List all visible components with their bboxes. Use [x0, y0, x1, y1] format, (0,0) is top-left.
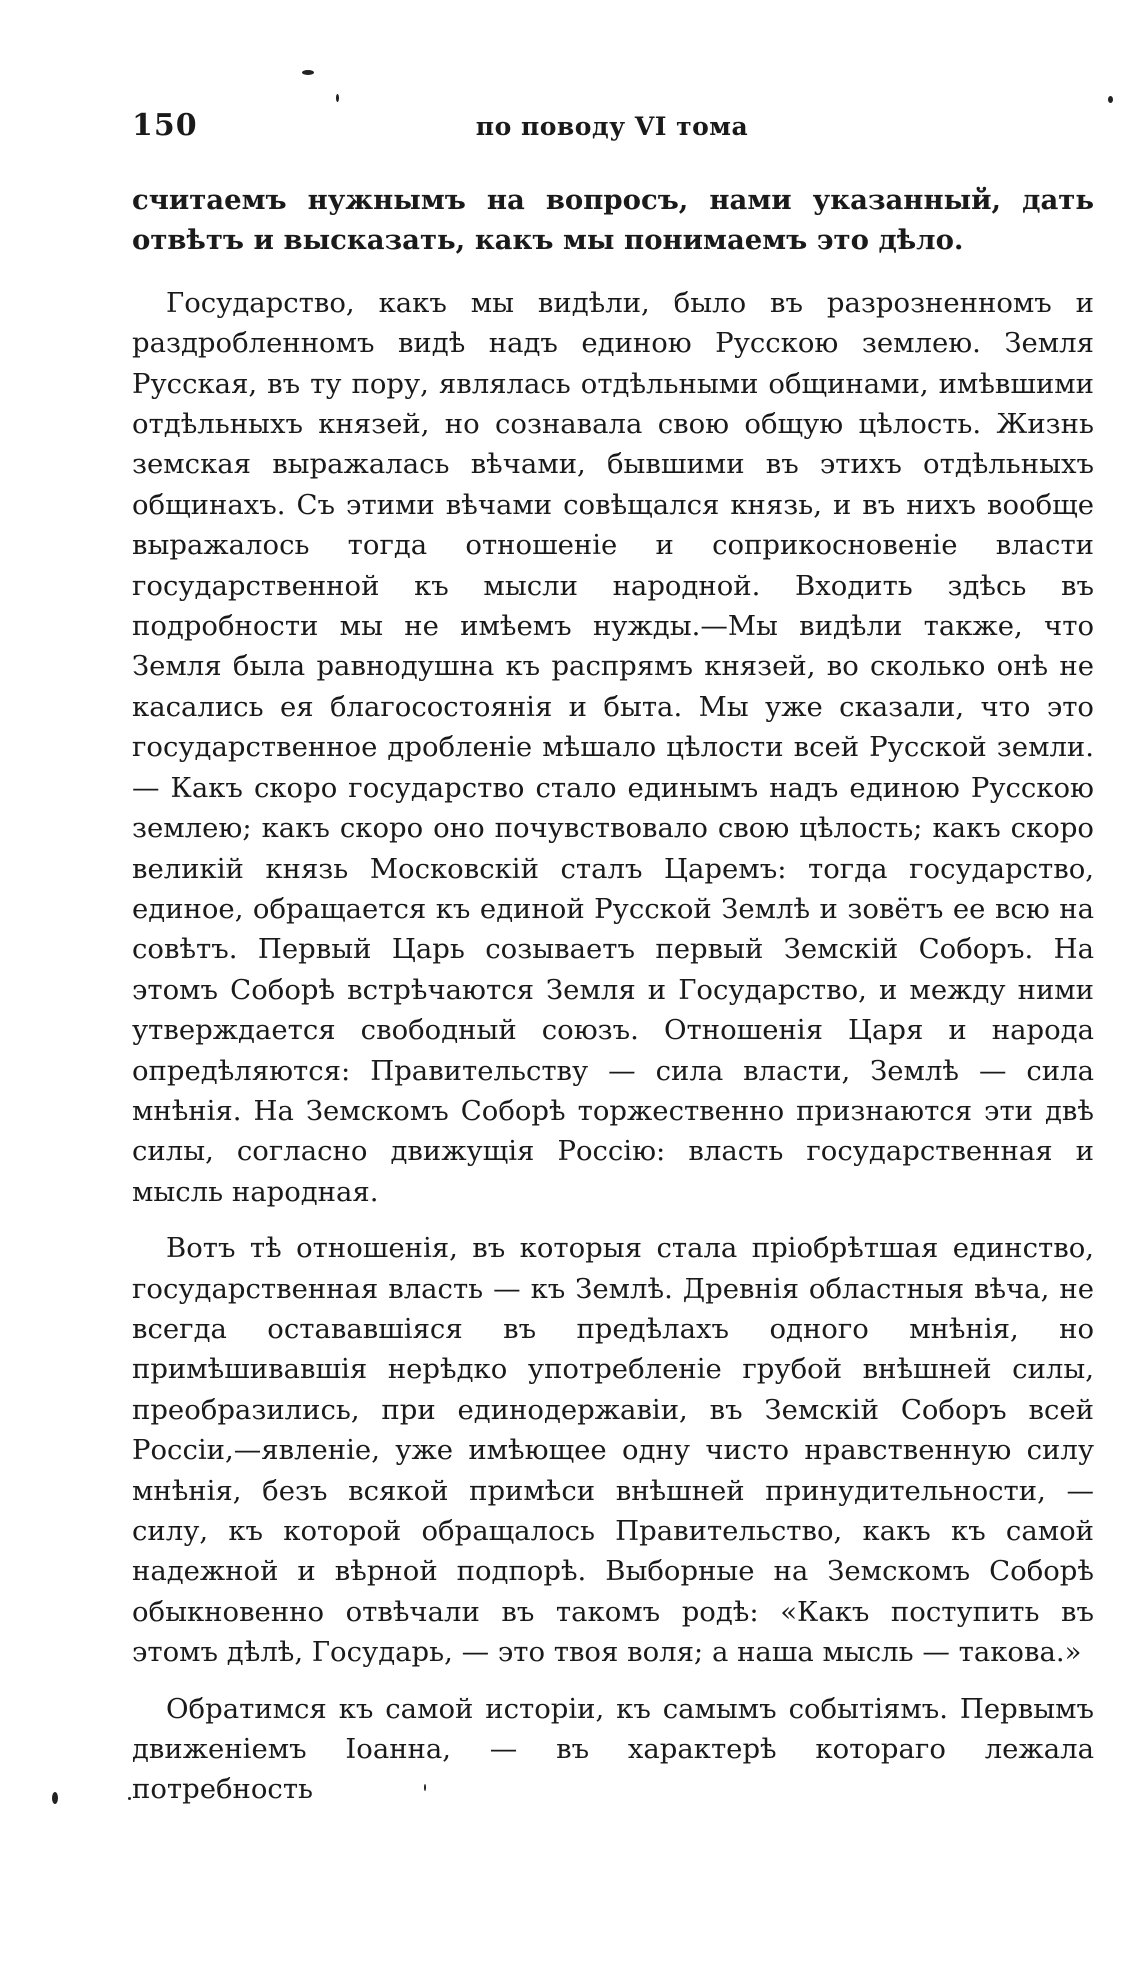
- paragraph: Вотъ тѣ отношенія, въ которыя стала пріобрѣтшая единство, государственная власть — къ Землѣ. Древнія областныя вѣча, не всегда остававшіяся въ предѣлахъ одного мнѣнія, но примѣшивавшія нерѣдко употребленіе грубой внѣшней силы, преобразились, при единодержавіи, въ Земскій Соборъ всей Россіи,—явленіе, уже имѣющее одну чисто нравственную силу мнѣнія, безъ всякой примѣси внѣшней принудительности, — силу, къ которой обращалось Правительство, какъ къ самой надежной и вѣрной подпорѣ. Выборные на Земскомъ Соборѣ обыкновенно отвѣчали въ такомъ родѣ: «Какъ поступить въ этомъ дѣлѣ, Государь, — это твоя воля; а наша мысль — такова.»: [132, 1232, 1094, 1669]
- body-text: [132, 180, 1094, 1810]
- paragraph: Государство, какъ мы видѣли, было въ разрозненномъ и раздробленномъ видѣ надъ единою Русскою землею. Земля Русская, въ ту пору, являлась отдѣльными общинами, имѣвшими отдѣльныхъ князей, но сознавала свою общую цѣлость. Жизнь земская выражалась вѣчами, бывшими въ этихъ отдѣльныхъ общинахъ. Съ этими вѣчами совѣщался князь, и въ нихъ вообще выражалось тогда отношеніе и соприкосновеніе власти государственной къ мысли народной. Входить здѣсь въ подробности мы не имѣемъ нужды.—Мы видѣли также, что Земля была равнодушна къ распрямъ князей, во сколько онѣ не касались ея благосостоянія и быта. Мы уже сказали, что это государственное дробленіе мѣшало цѣлости всей Русской земли. — Какъ скоро государство стало единымъ надъ единою Русскою землею; какъ скоро оно почувствовало свою цѣлость; какъ скоро великій князь Московскій сталъ Царемъ: тогда государство, единое, обращается къ единой Русской Землѣ и зовётъ ее всю на совѣтъ. Первый Царь созываетъ первый Земскій Соборъ. На этомъ Соборѣ встрѣчаются Земля и Государство, и между ними утверждается свободный союзъ. Отношенія Царя и народа опредѣляются: Правительству — сила власти, Землѣ — сила мнѣнія. На Земскомъ Соборѣ торжественно признаются эти двѣ силы, согласно движущія Россію: власть государственная и мысль народная.: [132, 286, 1094, 1208]
- scan-speck: [52, 1792, 58, 1804]
- scan-speck: [336, 94, 339, 102]
- page-header: [132, 108, 1092, 148]
- scan-speck: [424, 1784, 426, 1791]
- scan-speck: [302, 70, 314, 75]
- paragraph-continuation: считаемъ нужнымъ на вопросъ, нами указанный, дать отвѣтъ и высказать, какъ мы понимаемъ это дѣло.: [132, 184, 1094, 257]
- paragraph: Обратимся къ самой исторіи, къ самымъ событіямъ. Первымъ движеніемъ Іоанна, — въ характерѣ котораго лежала потребность: [132, 1692, 1094, 1806]
- page-number: 150: [132, 108, 198, 143]
- scan-speck: [128, 1797, 131, 1800]
- running-title: по поводу VI тома: [475, 112, 749, 141]
- scan-speck: [1108, 96, 1113, 103]
